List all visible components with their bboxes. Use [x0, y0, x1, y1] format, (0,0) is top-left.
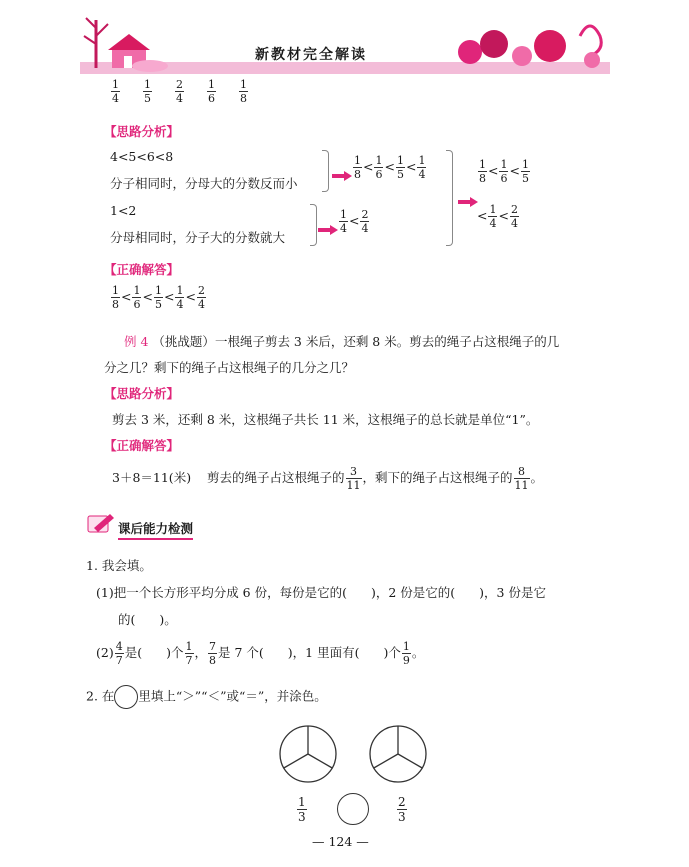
section-title: 课后能力检测 [118, 519, 193, 540]
fraction: $\frac{1}{8}$ [354, 154, 361, 181]
fraction: $\frac{2}{4}$ [197, 284, 205, 311]
fraction: $\frac{1}{6}$ [207, 78, 215, 105]
answer-chain: $\frac{1}{8}$ < $\frac{1}{6}$ < $\frac{1}{5}$ < $\frac{1}{4}$ < $\frac{2}{4}$ [112, 284, 205, 311]
example4-analysis: 剪去 3 米，还剩 8 米，这根绳子共长 11 米，这根绳子的总长就是单位“1”。 [112, 412, 539, 427]
brace [446, 150, 453, 246]
fraction-row [110, 79, 249, 104]
fraction: $\frac{1}{5}$ [143, 78, 151, 105]
chain1: $\frac{1}{8}$ < $\frac{1}{6}$ < $\frac{1}{5}$ < $\frac{1}{4}$ [354, 154, 426, 181]
analysis-line3: 1<2 [110, 203, 137, 218]
chain2: $\frac{1}{4}$ < $\frac{2}{4}$ [340, 208, 369, 235]
arrow-icon [318, 220, 338, 239]
fraction: $\frac{2}{4}$ [510, 203, 518, 230]
answer-circle-icon [114, 685, 138, 709]
fraction: $\frac{1}{5}$ [154, 284, 162, 311]
fraction: $\frac{1}{8}$ [112, 284, 119, 311]
analysis-line2: 分子相同时，分母大的分数反而小 [110, 176, 298, 191]
q1-part2: (2) $\frac{4}{7}$ 是( )个 $\frac{1}{7}$ ， $\frac{7}{8}$ 是 7 个( )，1 里面有( )个 $\frac{1}{9}$ 。 [96, 640, 425, 667]
fraction: $\frac{1}{3}$ [298, 795, 306, 824]
answer-label-2: 【正确解答】 [104, 438, 180, 453]
answer-label: 【正确解答】 [104, 262, 180, 277]
analysis-label-2: 【思路分析】 [104, 386, 180, 401]
pie-diagram-right [366, 722, 430, 790]
result-line2: < $\frac{1}{4}$ < $\frac{2}{4}$ [477, 203, 518, 230]
fraction: $\frac{1}{4}$ [489, 203, 497, 230]
flower-decoration [440, 16, 610, 74]
result-line1: $\frac{1}{8}$ < $\frac{1}{6}$ < $\frac{1}{5}$ [479, 158, 529, 185]
fraction: $\frac{1}{4}$ [176, 284, 184, 311]
house-tree-illustration [80, 8, 170, 74]
fraction: $\frac{1}{5}$ [396, 154, 404, 181]
example4-line2: 分之几？剩下的绳子占这根绳子的几分之几？ [104, 360, 355, 375]
arrow-icon [458, 192, 478, 211]
calc: 3＋8＝11(米) [112, 470, 192, 485]
fraction: $\frac{2}{3}$ [398, 795, 406, 824]
fraction: $\frac{8}{11}$ [514, 465, 529, 492]
q2-title: 2. 在 里填上“＞”“＜”或“＝”，并涂色。 [86, 685, 327, 709]
brace [322, 150, 329, 192]
analysis-line4: 分母相同时，分子大的分数就大 [110, 230, 286, 245]
fraction: $\frac{1}{7}$ [185, 640, 193, 667]
fraction: $\frac{3}{11}$ [346, 465, 361, 492]
analysis-label: 【思路分析】 [104, 124, 180, 139]
q2-right-fraction [396, 796, 408, 823]
pencil-note-icon [86, 512, 116, 536]
example-label: 例 4 [124, 334, 149, 349]
brace [310, 204, 317, 246]
fraction: $\frac{2}{4}$ [361, 208, 369, 235]
section-header [86, 512, 116, 540]
q1-title: 1. 我会填。 [86, 558, 152, 573]
fraction: $\frac{1}{4}$ [418, 154, 426, 181]
example-text: 一根绳子剪去 3 米后，还剩 8 米。剪去的绳子占这根绳子的几 [214, 334, 560, 349]
fraction: $\frac{7}{8}$ [209, 640, 217, 667]
fraction: $\frac{4}{7}$ [115, 640, 123, 667]
header-title: 新教材完全解读 [255, 47, 367, 63]
fraction: $\frac{1}{8}$ [239, 78, 247, 105]
fraction: $\frac{2}{4}$ [175, 78, 183, 105]
compare-circle[interactable] [337, 793, 369, 825]
fraction: $\frac{1}{4}$ [340, 208, 347, 235]
fraction: $\frac{1}{4}$ [112, 78, 119, 105]
fraction: $\frac{1}{6}$ [133, 284, 141, 311]
q1-part1-line1: (1)把一个长方形平均分成 6 份，每份是它的( )，2 份是它的( )，3 份是它 [96, 585, 546, 600]
q1-part1-line2: 的( )。 [118, 612, 177, 627]
example-tag: （挑战题） [152, 334, 215, 349]
analysis-line1: 4<5<6<8 [110, 149, 174, 164]
fraction: $\frac{1}{6}$ [375, 154, 383, 181]
fraction: $\frac{1}{6}$ [500, 158, 508, 185]
q2-left-fraction [296, 796, 308, 823]
fraction: $\frac{1}{8}$ [479, 158, 486, 185]
pie-diagram-left [276, 722, 340, 790]
example4-answer: 3＋8＝11(米) 剪去的绳子占这根绳子的 $\frac{3}{11}$ ，剩下的绳子占这根绳子的 $\frac{8}{11}$ 。 [112, 465, 544, 492]
fraction: $\frac{1}{9}$ [402, 640, 410, 667]
page-number: — 124 — [312, 834, 369, 849]
example4-line1 [124, 332, 559, 350]
fraction: $\frac{1}{5}$ [521, 158, 529, 185]
arrow-icon [332, 166, 352, 185]
